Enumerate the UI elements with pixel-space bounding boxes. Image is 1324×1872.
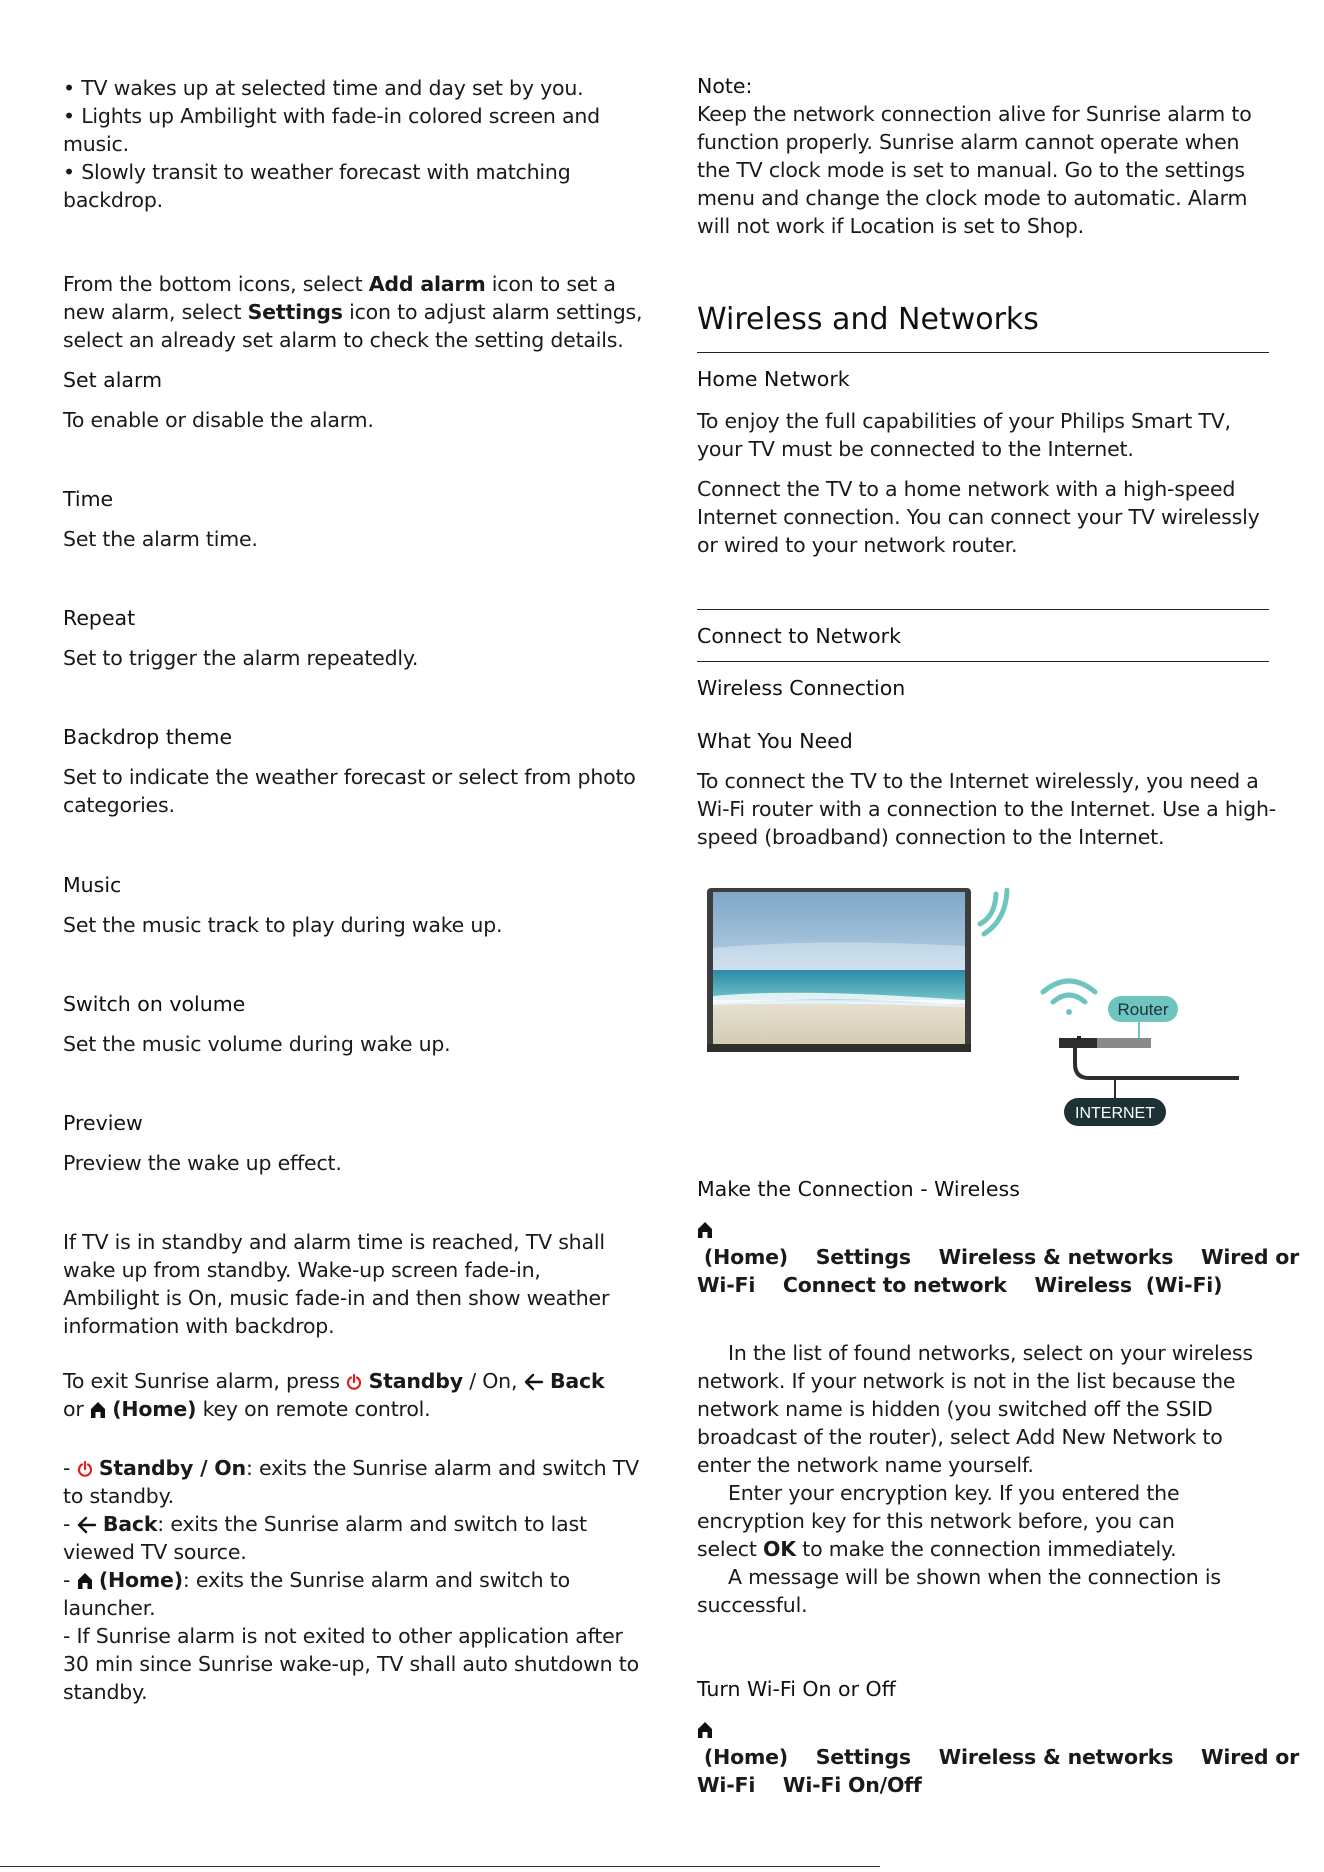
home-label: (Home) <box>112 1397 197 1421</box>
setting-desc: Set the alarm time. <box>63 527 258 551</box>
setting-desc: To enable or disable the alarm. <box>63 408 374 432</box>
home-network-title: Home Network <box>697 367 850 391</box>
setting-item <box>63 723 643 819</box>
feature-item: • Slowly transit to weather forecast with matching backdrop. <box>63 160 571 212</box>
step-3: A message will be shown when the connection is successful. <box>697 1565 1221 1617</box>
feature-item: • TV wakes up at selected time and day set by you. <box>63 76 584 100</box>
connection-steps <box>697 1339 1277 1619</box>
router-icon <box>1059 1036 1151 1048</box>
setting-title: Time <box>63 487 114 511</box>
tv-wifi-icon <box>980 890 1007 934</box>
setting-desc: Set to indicate the weather forecast or select from photo categories. <box>63 765 636 817</box>
ok-label: OK <box>763 1537 796 1561</box>
make-connection-title: Make the Connection - Wireless <box>697 1177 1020 1201</box>
internet-label: INTERNET <box>1075 1105 1155 1122</box>
setting-title: Backdrop theme <box>63 725 233 749</box>
setting-title: Repeat <box>63 606 136 630</box>
section-divider <box>697 352 1269 353</box>
feature-item: • Lights up Ambilight with fade-in colored screen and music. <box>63 104 600 156</box>
setting-title: Music <box>63 873 122 897</box>
wifi-toggle-path: (Home) Settings Wireless & networks Wired or Wi-Fi Wi-Fi On/Off <box>697 1715 1277 1799</box>
setting-desc: Set to trigger the alarm repeatedly. <box>63 646 419 670</box>
wireless-title: Wireless Connection <box>697 676 906 700</box>
setting-title: Preview <box>63 1111 143 1135</box>
step-1: In the list of found networks, select on your wireless network. If your network is not in the list because the network name is hidden (you switched off the SSID broadcast of the router), select Add New Network to enter the network name yourself. <box>697 1341 1253 1477</box>
network-cable <box>1075 1048 1239 1078</box>
setting-item <box>63 604 643 672</box>
home-key-desc: - (Home): exits the Sunrise alarm and switch to launcher. <box>63 1568 570 1620</box>
standby-key-desc: - Standby / On: exits the Sunrise alarm and switch TV to standby. <box>63 1456 639 1508</box>
setting-item <box>63 1109 643 1177</box>
step-2: Enter your encryption key. If you entered the encryption key for this network before, you can select OK to make the connection immediately. <box>697 1481 1180 1561</box>
standby-label: Standby <box>368 1369 463 1393</box>
need-text: To connect the TV to the Internet wirelessly, you need a Wi-Fi router with a connection to the Internet. Use a high-speed (broadband) connection to the Internet. <box>697 769 1276 849</box>
standby-wake-text: If TV is in standby and alarm time is reached, TV shall wake up from standby. Wake-up screen fade-in, Ambilight is On, music fade-in and then show weather information with backdrop. <box>63 1230 610 1338</box>
need-title: What You Need <box>697 729 853 753</box>
settings-label: Settings <box>247 300 343 324</box>
back-arrow-icon <box>77 1516 97 1534</box>
setting-item <box>63 990 643 1058</box>
add-alarm-label: Add alarm <box>368 272 486 296</box>
connect-title: Connect to Network <box>697 624 901 648</box>
make-connection-path: (Home) Settings Wireless & networks Wired or Wi-Fi Connect to network Wireless (Wi-Fi) <box>697 1215 1277 1299</box>
home-icon <box>77 1572 93 1590</box>
setting-item <box>63 485 643 553</box>
back-arrow-icon <box>524 1373 544 1391</box>
tv-icon <box>707 888 971 1052</box>
setting-desc: Set the music volume during wake up. <box>63 1032 451 1056</box>
wifi-toggle-title: Turn Wi-Fi On or Off <box>697 1677 896 1701</box>
tv-router-diagram <box>697 888 1257 1138</box>
power-icon <box>77 1460 93 1478</box>
setting-desc: Preview the wake up effect. <box>63 1151 342 1175</box>
exit-instructions: To exit Sunrise alarm, press Standby / On, Back or (Home) key on remote control. <box>63 1369 605 1421</box>
divider <box>697 661 1269 662</box>
section-title: Wireless and Networks <box>697 302 1039 337</box>
left-column <box>63 74 643 1706</box>
setting-desc: Set the music track to play during wake up. <box>63 913 503 937</box>
home-icon <box>697 1721 713 1739</box>
setting-title: Switch on volume <box>63 992 246 1016</box>
setting-item <box>63 871 643 939</box>
footer-rule <box>0 1866 880 1867</box>
wireless-setup-illustration <box>697 888 1257 1138</box>
key-descriptions <box>63 1454 643 1706</box>
home-icon <box>90 1401 106 1419</box>
power-icon <box>346 1373 362 1391</box>
setting-title: Set alarm <box>63 368 163 392</box>
divider <box>697 609 1269 610</box>
note-title: Note: <box>697 74 753 98</box>
alarm-intro: From the bottom icons, select Add alarm icon to set a new alarm, select Settings icon to adjust alarm settings, select an already set alarm to check the setting details. <box>63 272 643 352</box>
alarm-settings <box>63 366 643 1177</box>
home-icon <box>697 1221 713 1239</box>
note-text: Keep the network connection alive for Sunrise alarm to function properly. Sunrise alarm cannot operate when the TV clock mode is set to manual. Go to the settings menu and change the clock mode to automatic. Alarm will not work if Location is set to Shop. <box>697 102 1252 238</box>
router-wifi-icon <box>1043 981 1095 1015</box>
feature-list <box>63 74 643 214</box>
home-network-text-1: To enjoy the full capabilities of your Philips Smart TV, your TV must be connected to the Internet. <box>697 409 1231 461</box>
home-network-text-2: Connect the TV to a home network with a high-speed Internet connection. You can connect your TV wirelessly or wired to your network router. <box>697 477 1260 557</box>
router-label: Router <box>1117 1000 1169 1019</box>
back-label: Back <box>549 1369 605 1393</box>
auto-shutdown-note: - If Sunrise alarm is not exited to other application after 30 min since Sunrise wake-up, TV shall auto shutdown to standby. <box>63 1624 639 1704</box>
back-key-desc: - Back: exits the Sunrise alarm and switch to last viewed TV source. <box>63 1512 587 1564</box>
setting-item <box>63 366 643 434</box>
